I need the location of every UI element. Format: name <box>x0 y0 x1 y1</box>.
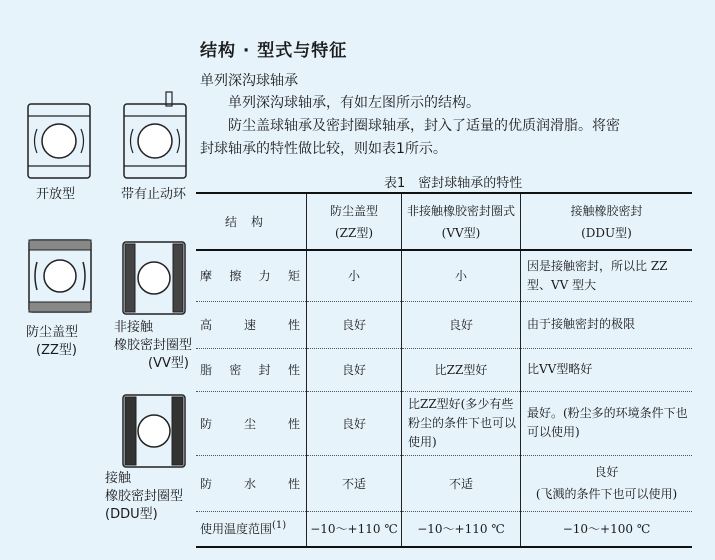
header-zz <box>307 193 402 250</box>
cell-ddu-main: 良好 <box>594 465 619 479</box>
figure-label-ddu-code: (DDU型) <box>105 507 158 522</box>
row-label <box>196 455 307 511</box>
cell-zz: 良好 <box>307 348 402 391</box>
row-label-char: 尘 <box>243 416 256 431</box>
table-row-friction-torque <box>196 250 692 301</box>
figure-label-vv-2: 橡胶密封圈型 <box>114 338 193 353</box>
cell-zz: 小 <box>307 250 402 301</box>
header-ddu-name: 接触橡胶密封 <box>570 203 643 218</box>
row-label-char: 水 <box>243 476 256 491</box>
page-title: 结构 · 型式与特征 <box>200 41 348 61</box>
row-label-char: 性 <box>287 476 300 491</box>
cell-ddu: 最好。(粉尘多的环境条件下也可以使用) <box>521 391 693 455</box>
row-label <box>196 391 307 455</box>
row-label-char: 脂 <box>200 363 213 377</box>
open-bearing-drawing <box>25 102 95 182</box>
row-label-char: 矩 <box>287 269 300 284</box>
cell-vv: 比ZZ型好 <box>402 348 521 391</box>
row-label-char: 高 <box>200 318 213 332</box>
cell-ddu: 因是接触密封，所以比 ZZ 型、VV 型大 <box>521 250 693 301</box>
row-label-char: 速 <box>243 318 256 332</box>
row-label-char: 力 <box>258 269 271 284</box>
row-label <box>196 511 307 547</box>
header-ddu-code: (DDU型) <box>581 225 632 240</box>
cell-ddu <box>521 455 693 511</box>
figure-label-ddu-1: 接触 <box>105 471 132 486</box>
row-label-char: 密 <box>229 363 242 377</box>
header-vv <box>402 193 521 250</box>
cell-vv: 不适 <box>402 455 521 511</box>
cell-vv: 良好 <box>402 301 521 348</box>
cell-zz: 良好 <box>307 301 402 348</box>
figure-label-vv-1: 非接触 <box>114 320 154 335</box>
intro-line-2: 防尘盖球轴承及密封圈球轴承，封入了适量的优质润滑脂。将密 <box>228 118 620 134</box>
cell-vv: −10～+110 ℃ <box>402 511 521 547</box>
row-label-char: 封 <box>258 363 271 377</box>
table-row-dustproof <box>196 391 692 455</box>
header-ddu <box>521 193 693 250</box>
cell-zz: 不适 <box>307 455 402 511</box>
section-subtitle: 单列深沟球轴承 <box>200 73 298 89</box>
header-label-char: 结 <box>224 214 251 229</box>
vv-seal-bearing-drawing <box>121 240 187 316</box>
header-vv-code: (VV型) <box>441 225 481 240</box>
cell-ddu-note: (飞溅的条件下也可以使用) <box>535 487 678 501</box>
intro-line-1: 单列深沟球轴承，有如左图所示的结构。 <box>228 95 480 111</box>
footnote-marker: (1) <box>272 520 287 532</box>
table-row-high-speed <box>196 301 692 348</box>
cell-ddu: 由于接触密封的极限 <box>521 301 693 348</box>
header-zz-name: 防尘盖型 <box>329 203 378 218</box>
header-zz-code: (ZZ型) <box>334 225 374 240</box>
figure-label-snap-ring: 带有止动环 <box>121 187 187 202</box>
intro-line-3: 封球轴承的特性做比较，则如表1所示。 <box>200 141 447 157</box>
figure-label-zz-code: (ZZ型) <box>36 343 77 358</box>
row-label-char: 擦 <box>229 269 242 284</box>
cell-zz: −10～+110 ℃ <box>307 511 402 547</box>
row-label <box>196 301 307 348</box>
cell-vv: 小 <box>402 250 521 301</box>
header-vv-name: 非接触橡胶密封圈式 <box>406 203 515 218</box>
row-label <box>196 348 307 391</box>
figure-label-open: 开放型 <box>36 187 76 202</box>
table-header-row <box>196 193 692 250</box>
row-label-char: 性 <box>287 363 300 377</box>
row-label <box>196 250 307 301</box>
cell-vv: 比ZZ型好(多少有些粉尘的条件下也可以使用) <box>402 391 521 455</box>
table-row-temperature-range <box>196 511 692 547</box>
cell-ddu: 比VV型略好 <box>521 348 693 391</box>
table-row-grease-sealing <box>196 348 692 391</box>
table-caption: 表1 密封球轴承的特性 <box>384 176 523 191</box>
header-structure <box>196 193 307 250</box>
figure-label-ddu-2: 橡胶密封圈型 <box>105 489 184 504</box>
table-row-waterproof <box>196 455 692 511</box>
cell-ddu: −10～+100 ℃ <box>521 511 693 547</box>
temp-label: 使用温度范围 <box>200 522 273 537</box>
row-label-char: 防 <box>200 416 213 431</box>
zz-shield-bearing-drawing <box>27 238 93 314</box>
cell-zz: 良好 <box>307 391 402 455</box>
row-label-char: 摩 <box>200 269 213 284</box>
figure-label-zz: 防尘盖型 <box>26 325 79 340</box>
row-label-char: 性 <box>287 416 300 431</box>
figure-label-vv-code: (VV型) <box>148 356 189 371</box>
row-label-char: 性 <box>287 318 300 332</box>
seal-characteristics-table <box>196 192 692 548</box>
header-label-char: 构 <box>251 214 278 229</box>
row-label-char: 防 <box>200 476 213 491</box>
ddu-seal-bearing-drawing <box>121 393 187 469</box>
snap-ring-bearing-drawing <box>120 90 190 184</box>
